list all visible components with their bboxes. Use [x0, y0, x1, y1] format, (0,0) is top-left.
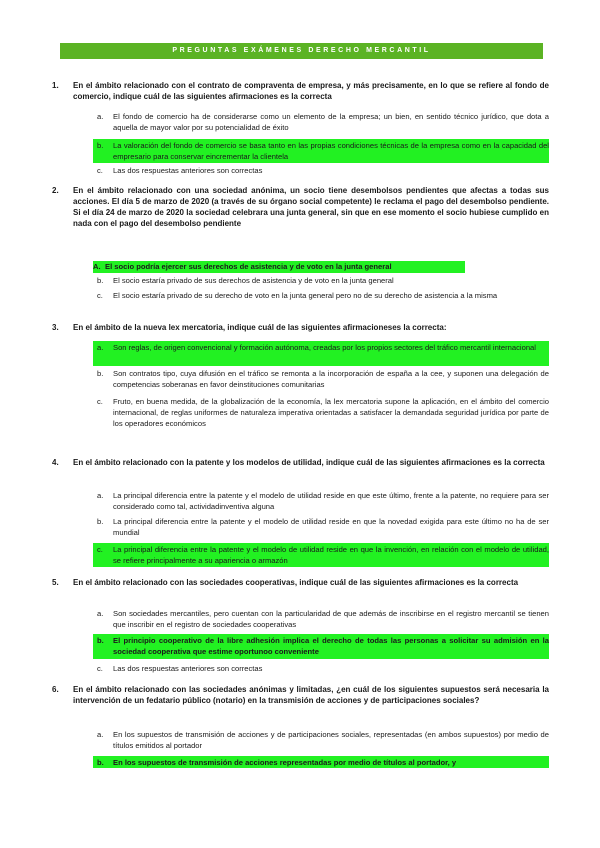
option-letter: c.	[97, 545, 103, 554]
option-text: Son contratos tipo, cuya difusión en el tráfico se remonta a la incorporación de españa a la cee, y suponen una delegación de competencias soberanas en favor deinstituciones comunitarias	[113, 369, 549, 389]
document-title-banner: PREGUNTAS EXÁMENES DERECHO MERCANTIL	[60, 43, 543, 59]
question-text: En el ámbito relacionado con las sociedades cooperativas, indique cuál de las siguientes afirmaciones es la correcta	[73, 578, 519, 587]
option-text: El principio cooperativo de la libre adhesión implica el derecho de todas las personas a solicitar su admisión en la sociedad cooperativa que estime oportunoo conveniente	[113, 636, 549, 656]
question-text: En el ámbito relacionado con las sociedades anónimas y limitadas, ¿en cuál de los siguientes supuestos será necesaria la intervención de un fedatario público (notario) en la transmisión de acciones y de participaciones sociales?	[73, 685, 549, 705]
option-text: El socio estaría privado de su derecho de voto en la junta general pero no de su derecho de asistencia a la misma	[113, 291, 498, 300]
question-number: 1.	[52, 81, 59, 90]
option-letter: A.	[93, 262, 101, 271]
option-letter: b.	[97, 141, 104, 150]
option-text: El socio estaría privado de sus derechos de asistencia y de voto en la junta general	[113, 276, 394, 285]
option-letter: b.	[97, 636, 104, 645]
option-text: Son sociedades mercantiles, pero cuentan con la particularidad de que además de inscribirse en el registro mercantil se tienen que inscribir en el registro de sociedades cooperativas	[113, 609, 549, 629]
option-letter: c.	[97, 291, 103, 300]
question-number: 3.	[52, 323, 59, 332]
option-letter: c.	[97, 397, 103, 406]
option-letter: a.	[97, 609, 104, 618]
option-letter: c.	[97, 166, 103, 175]
option-text: En los supuestos de transmisión de acciones representadas por medio de títulos al portador, y	[113, 758, 457, 767]
question-text: En el ámbito relacionado con el contrato de compraventa de empresa, y más precisamente, en lo que se refiere al fondo de comercio, indique cuál de las siguientes afirmaciones es la correcta	[73, 81, 549, 101]
option-text: La principal diferencia entre la patente y el modelo de utilidad reside en que la novedad exigida para este último no ha de ser mundial	[113, 517, 549, 537]
question-number: 4.	[52, 458, 59, 467]
question-text: En el ámbito relacionado con una sociedad anónima, un socio tiene desembolsos pendientes que afectas a todas sus acciones. El día 5 de marzo de 2020 (a través de su órgano social competente) le reclama el pago del desembolso pendiente. Si el día 24 de marzo de 2020 la sociedad celebrara una junta general, sin que en ese momento el socio hubiese cumplido en nada con el pago del desembolso pendiente	[73, 186, 549, 228]
question-number: 6.	[52, 685, 59, 694]
option-text: Fruto, en buena medida, de la globalización de la economía, la lex mercatoria supone la aplicación, en el ámbito del comercio internacional, de reglas uniformes de naturaleza imperativa orientadas a satisfacer la demandada seguridad jurídica por parte de los operadores económicos	[113, 397, 549, 428]
option-letter: b.	[97, 276, 104, 285]
question-number: 5.	[52, 578, 59, 587]
option-letter: a.	[97, 491, 104, 500]
option-text: Las dos respuestas anteriores son correctas	[113, 664, 263, 673]
option-text: En los supuestos de transmisión de acciones y de participaciones sociales, representadas (en ambos supuestos) por medio de títulos emitidos al portador	[113, 730, 549, 750]
question-text: En el ámbito de la nueva lex mercatoria, indique cuál de las siguientes afirmacioneses la correcta:	[73, 323, 447, 332]
option-text: Las dos respuestas anteriores son correctas	[113, 166, 263, 175]
option-letter: c.	[97, 664, 103, 673]
option-text: Son reglas, de origen convencional y formación autónoma, creadas por los propios sectores del tráfico mercantil internacional	[113, 343, 536, 352]
option-text: La principal diferencia entre la patente y el modelo de utilidad reside en que la invención, en relación con el modelo de utilidad, se refiere principalmente a su apariencia o armazón	[113, 545, 549, 565]
option-letter: a.	[97, 343, 104, 352]
option-text: El socio podría ejercer sus derechos de asistencia y de voto en la junta general	[105, 262, 392, 271]
question-number: 2.	[52, 186, 59, 195]
option-letter: a.	[97, 112, 104, 121]
option-text: La valoración del fondo de comercio se basa tanto en las propias condiciones técnicas de la empresa como en la capacidad del empresario para conservar eincrementar la clientela	[113, 141, 549, 161]
option-text: El fondo de comercio ha de considerarse como un elemento de la empresa; un bien, en sentido técnico jurídico, que dota a aquella de mayor valor por su potencialidad de éxito	[113, 112, 549, 132]
option-letter: a.	[97, 730, 104, 739]
option-text: La principal diferencia entre la patente y el modelo de utilidad reside en que este último, frente a la patente, no requiere para ser considerado como tal, actividadinventiva alguna	[113, 491, 549, 511]
option-letter: b.	[97, 758, 104, 767]
question-text: En el ámbito relacionado con la patente y los modelos de utilidad, indique cuál de las siguientes afirmaciones es la correcta	[73, 458, 545, 467]
option-letter: b.	[97, 369, 104, 378]
option-letter: b.	[97, 517, 104, 526]
